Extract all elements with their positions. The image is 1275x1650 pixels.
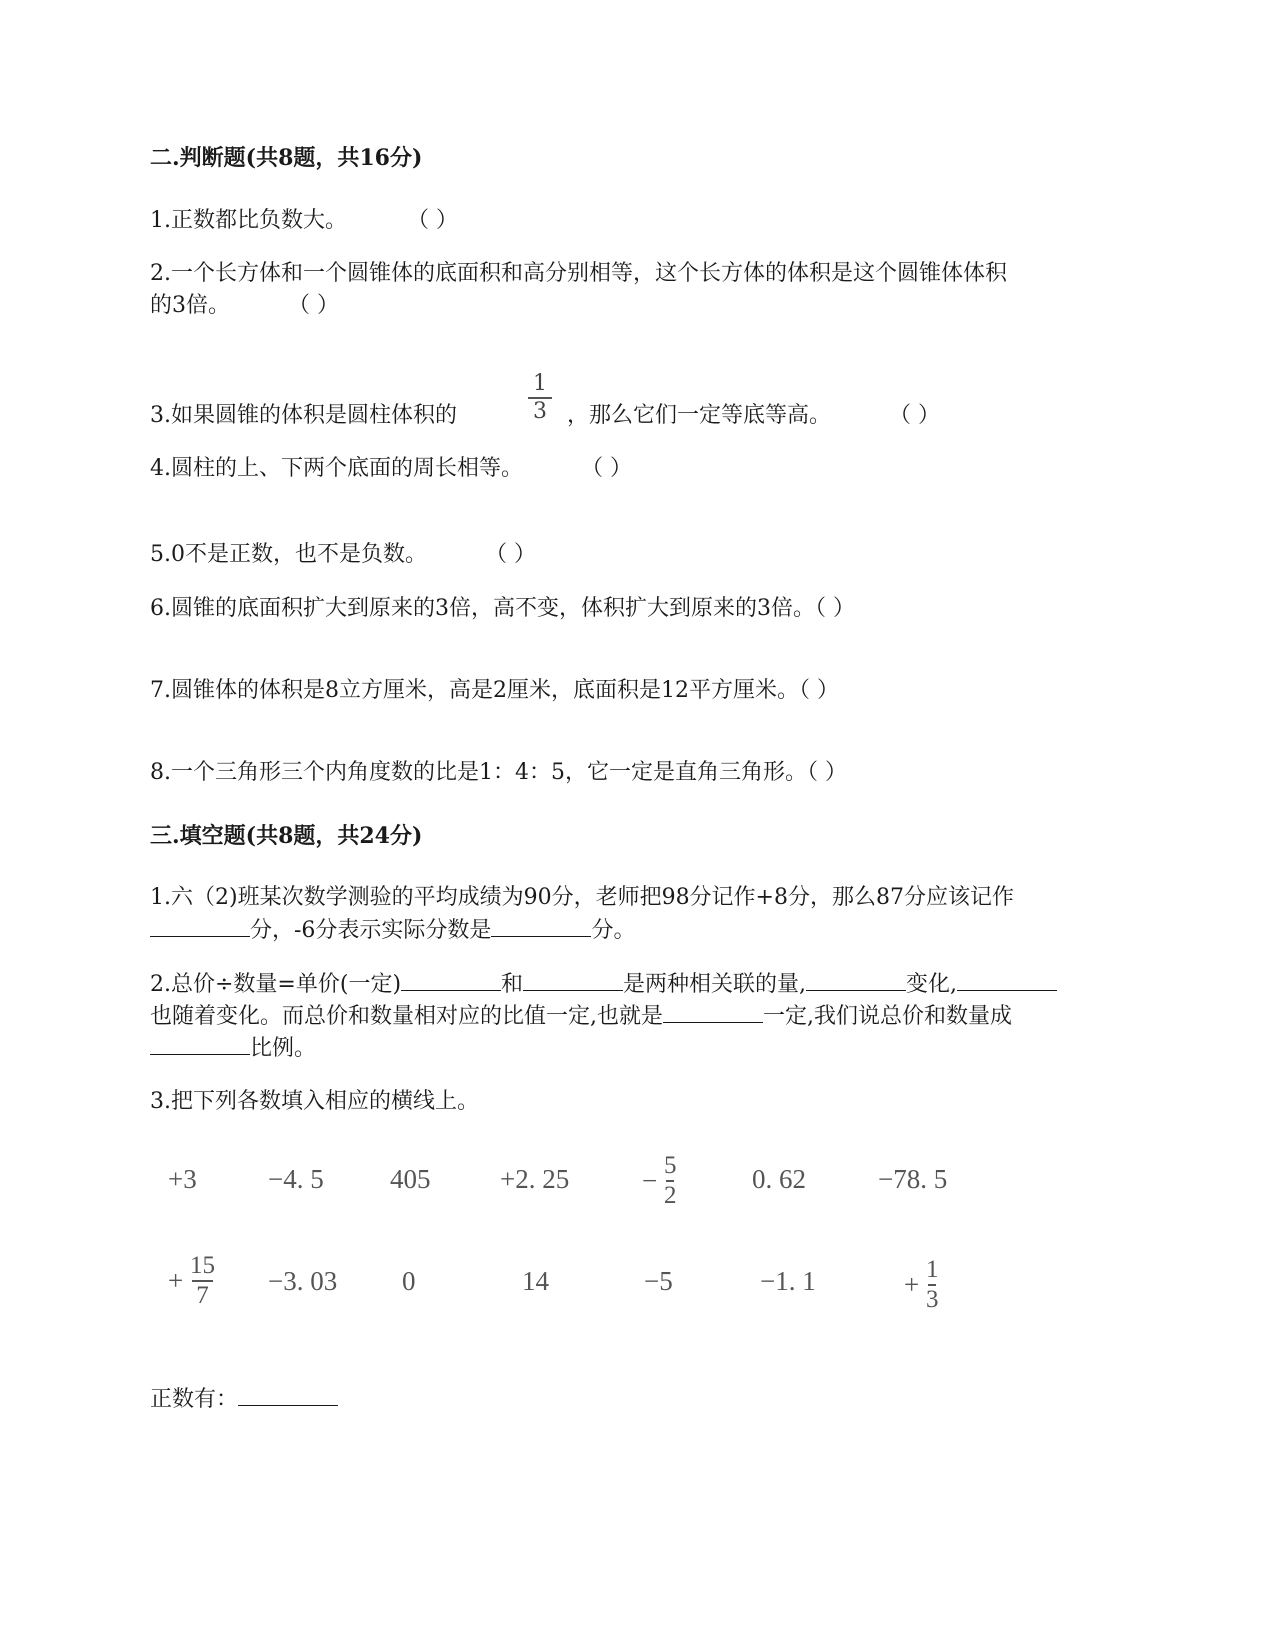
answer-blank[interactable] [238, 1383, 338, 1406]
section-3-heading: 三.填空题(共8题，共24分) [150, 823, 423, 849]
answer-blank[interactable] [523, 968, 623, 991]
fraction-one-third: 1 3 [520, 372, 560, 424]
number-item: −78. 5 [878, 1164, 948, 1194]
judge-question-5: 5.0不是正数，也不是负数。 （ ） [150, 539, 536, 571]
answer-blank[interactable] [150, 1032, 250, 1055]
answer-blank[interactable] [957, 968, 1057, 991]
number-item: −3. 03 [268, 1266, 338, 1296]
fill-question-3: 3.把下列各数填入相应的横线上。 [150, 1089, 479, 1114]
section-2-heading: 二.判断题(共8题，共16分) [150, 145, 423, 171]
fill-question-2-line-1: 2.总价÷数量=单价(一定) 和 是两种相关联的量, 变化, [150, 968, 1057, 1001]
number-item: −4. 5 [268, 1164, 324, 1194]
answer-blank[interactable] [491, 914, 591, 937]
answer-paren[interactable]: （ ） [288, 293, 339, 318]
number-item: 14 [522, 1266, 549, 1296]
judge-question-3: 3.如果圆锥的体积是圆柱体积的 ，那么它们一定等底等高。 （ ） [150, 400, 940, 432]
answer-blank[interactable] [401, 968, 501, 991]
judge-question-2-line-1: 2.一个长方体和一个圆锥体的底面积和高分别相等，这个长方体的体积是这个圆锥体体积 [150, 261, 1007, 286]
fill-question-1-line-1: 1.六（2)班某次数学测验的平均成绩为90分，老师把98分记作+8分，那么87分应该记作 [150, 885, 1014, 910]
number-row-2 [150, 1250, 1020, 1330]
judge-question-8: 8.一个三角形三个内角度数的比是1：4：5，它一定是直角三角形。（ ） [150, 760, 847, 785]
answer-paren[interactable]: （ ） [889, 403, 941, 428]
number-item: −1. 1 [760, 1266, 816, 1296]
answer-blank[interactable] [806, 968, 906, 991]
number-row-1 [150, 1150, 1020, 1220]
fill-question-2-line-3: 比例。 [150, 1032, 316, 1065]
answer-blank[interactable] [663, 1000, 763, 1023]
number-item: −5 [644, 1266, 673, 1296]
judge-question-7: 7.圆锥体的体积是8立方厘米，高是2厘米，底面积是12平方厘米。（ ） [150, 678, 839, 703]
judge-question-6: 6.圆锥的底面积扩大到原来的3倍，高不变，体积扩大到原来的3倍。（ ） [150, 596, 855, 621]
number-item: 405 [390, 1164, 431, 1194]
judge-question-2-line-2: 的3倍。 （ ） [150, 290, 339, 322]
number-item: 0. 62 [752, 1164, 806, 1194]
fill-question-1-line-2: 分，-6分表示实际分数是 分。 [150, 914, 635, 947]
number-item: +3 [168, 1164, 197, 1194]
number-item: 0 [402, 1266, 416, 1296]
judge-question-1: 1.正数都比负数大。 （ ） [150, 205, 458, 237]
number-item: +2. 25 [500, 1164, 570, 1194]
answer-paren[interactable]: （ ） [485, 542, 536, 567]
positive-numbers-line: 正数有： [150, 1383, 338, 1416]
fraction-minus-five-halves: − $\frac{5}{2}$ [642, 1152, 677, 1209]
fill-question-2-line-2: 也随着变化。而总价和数量相对应的比值一定,也就是 一定,我们说总价和数量成 [150, 1000, 1012, 1033]
answer-paren[interactable]: （ ） [407, 208, 458, 233]
answer-blank[interactable] [150, 914, 250, 937]
fraction-plus-fifteen-sevenths: + $\frac{15}{7}$ [168, 1252, 215, 1309]
fraction-plus-one-third: + $\frac{1}{3}$ [904, 1256, 939, 1313]
answer-paren[interactable]: （ ） [581, 456, 632, 481]
judge-question-4: 4.圆柱的上、下两个底面的周长相等。 （ ） [150, 453, 632, 485]
